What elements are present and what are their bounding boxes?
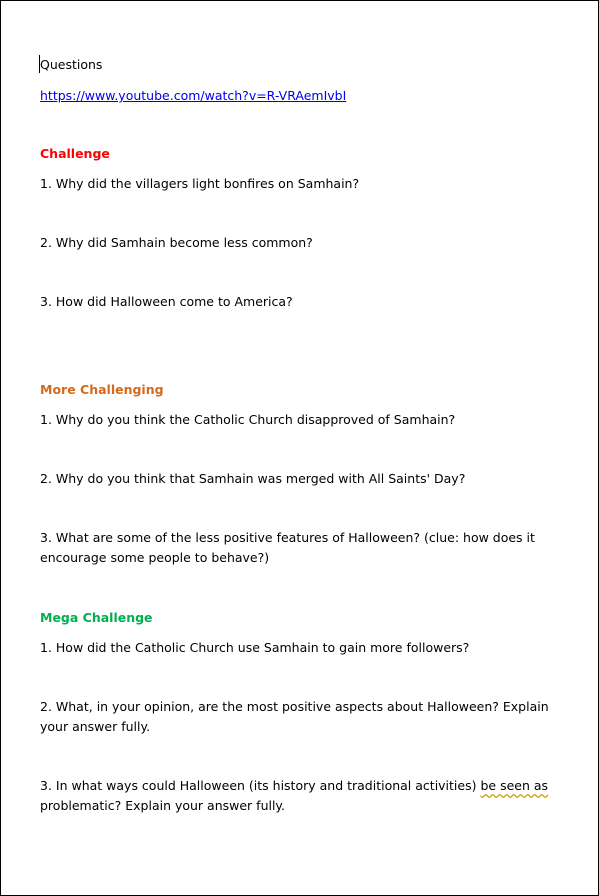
- heading-more-challenging: More Challenging: [40, 382, 164, 397]
- question-more-challenging-2: 2. Why do you think that Samhain was merged with All Saints' Day?: [40, 471, 466, 486]
- question-challenge-3: 3. How did Halloween come to America?: [40, 294, 293, 309]
- question-more-challenging-1: 1. Why do you think the Catholic Church disapproved of Samhain?: [40, 412, 456, 427]
- video-link[interactable]: https://www.youtube.com/watch?v=R-VRAemIvbI: [40, 88, 347, 103]
- question-mega-challenge-2: 2. What, in your opinion, are the most positive aspects about Halloween? Explain your answer fully.: [40, 699, 549, 734]
- page-title: Questions: [40, 57, 103, 72]
- heading-challenge: Challenge: [40, 146, 110, 161]
- question-challenge-1: 1. Why did the villagers light bonfires on Samhain?: [40, 176, 360, 191]
- heading-mega-challenge: Mega Challenge: [40, 610, 153, 625]
- question-mega-challenge-1: 1. How did the Catholic Church use Samhain to gain more followers?: [40, 640, 470, 655]
- question-mega-challenge-3-end: problematic? Explain your answer fully.: [40, 798, 286, 813]
- question-mega-challenge-3-start: 3. In what ways could Halloween (its history and traditional activities): [40, 778, 481, 793]
- question-mega-challenge-3: [40, 776, 570, 816]
- question-more-challenging-3: 3. What are some of the less positive features of Halloween? (clue: how does it encourage some people to behave?): [40, 530, 535, 565]
- spellcheck-flagged-phrase[interactable]: be seen as: [480, 778, 549, 793]
- question-challenge-2: 2. Why did Samhain become less common?: [40, 235, 313, 250]
